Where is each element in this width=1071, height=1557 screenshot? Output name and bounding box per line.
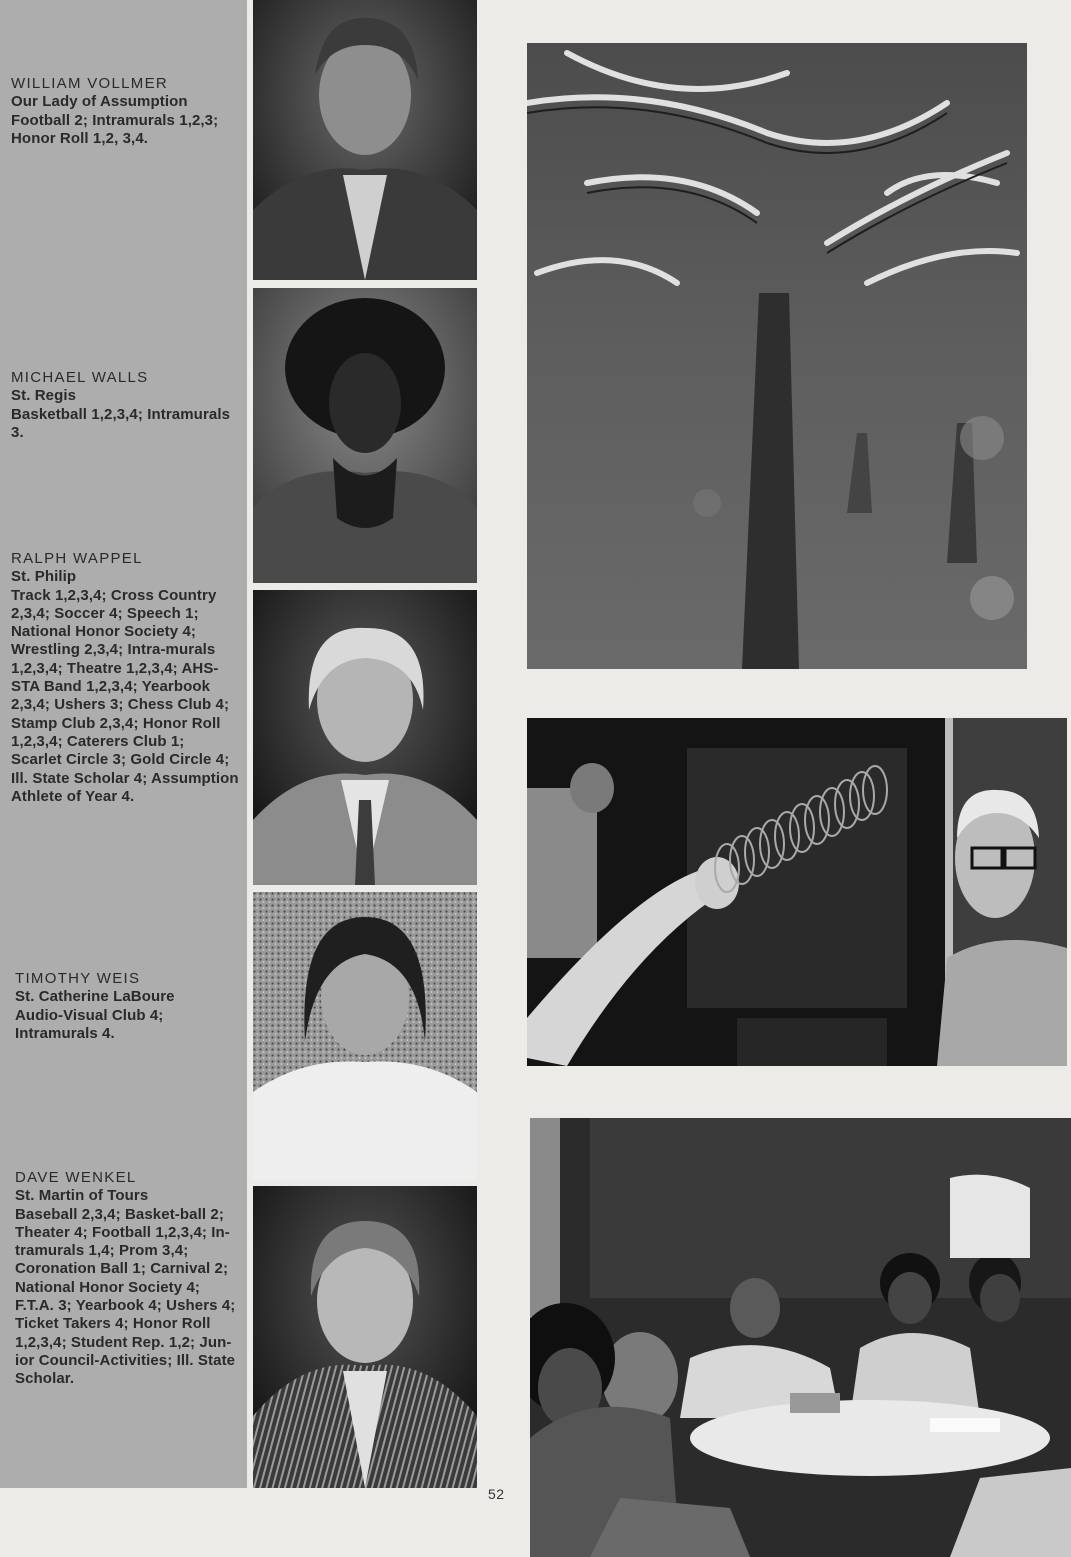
photo-image [527,718,1067,1066]
student-entry-vollmer [11,75,239,148]
student-school: St. Martin of Tours [15,1187,149,1205]
student-school: St. Catherine LaBoure [15,988,175,1006]
student-activities: Audio-Visual Club 4; Intramurals 4. [15,1006,164,1042]
portrait-wappel [253,590,477,885]
student-name: DAVE WENKEL [15,1169,137,1186]
student-name: WILLIAM VOLLMER [11,75,169,92]
student-entry-walls [11,369,239,442]
student-activities: Baseball 2,3,4; Basket-ball 2; Theater 4; Football 1,2,3,4; In-tramurals 1,4; Prom 3,4; Coronation Ball 1; Carnival 2; National Honor Society 4; F.T.A. 3; Yearbook 4; Ushers 4; Ticket Takers 4; Honor Roll 1,2,3,4; Student Rep. 1,2; Jun-ior Council-Activities; Ill. State Scholar. [15,1205,236,1388]
student-entry-wappel [11,550,239,806]
student-entry-weis [15,970,243,1043]
photo-image [530,1118,1071,1557]
student-school: St. Regis [11,387,77,405]
portrait-image [253,288,477,583]
student-activities: Track 1,2,3,4; Cross Country 2,3,4; Soccer 4; Speech 1; National Honor Society 4; Wrestling 2,3,4; Intra-murals 1,2,3,4; Theatre 1,2,3,4; AHS-STA Band 1,2,3,4; Yearbook 2,3,4; Ushers 3; Chess Club 4; Stamp Club 2,3,4; Honor Roll 1,2,3,4; Caterers Club 1; Scarlet Circle 3; Gold Circle 4; Ill. State Scholar 4; Assumption Athlete of Year 4. [11,586,239,805]
student-name: RALPH WAPPEL [11,550,143,567]
photo-cafeteria [530,1118,1071,1557]
photo-slinky-room [527,718,1067,1066]
portrait-image [253,892,477,1180]
page-number: 52 [488,1486,505,1502]
student-school: St. Philip [11,568,77,586]
portrait-image [253,0,477,280]
portrait-weis [253,892,477,1180]
student-activities: Football 2; Intramurals 1,2,3; Honor Roll 1,2, 3,4. [11,111,219,147]
photo-snowy-trees [527,43,1027,669]
portrait-walls [253,288,477,583]
student-school: Our Lady of Assumption [11,93,188,111]
portrait-image [253,1186,477,1488]
student-name: MICHAEL WALLS [11,369,149,386]
photo-image [527,43,1027,669]
portrait-image [253,590,477,885]
portrait-vollmer [253,0,477,280]
student-entry-wenkel [15,1169,243,1389]
student-activities: Basketball 1,2,3,4; Intramurals 3. [11,405,231,441]
portrait-wenkel [253,1186,477,1488]
student-name: TIMOTHY WEIS [15,970,141,987]
